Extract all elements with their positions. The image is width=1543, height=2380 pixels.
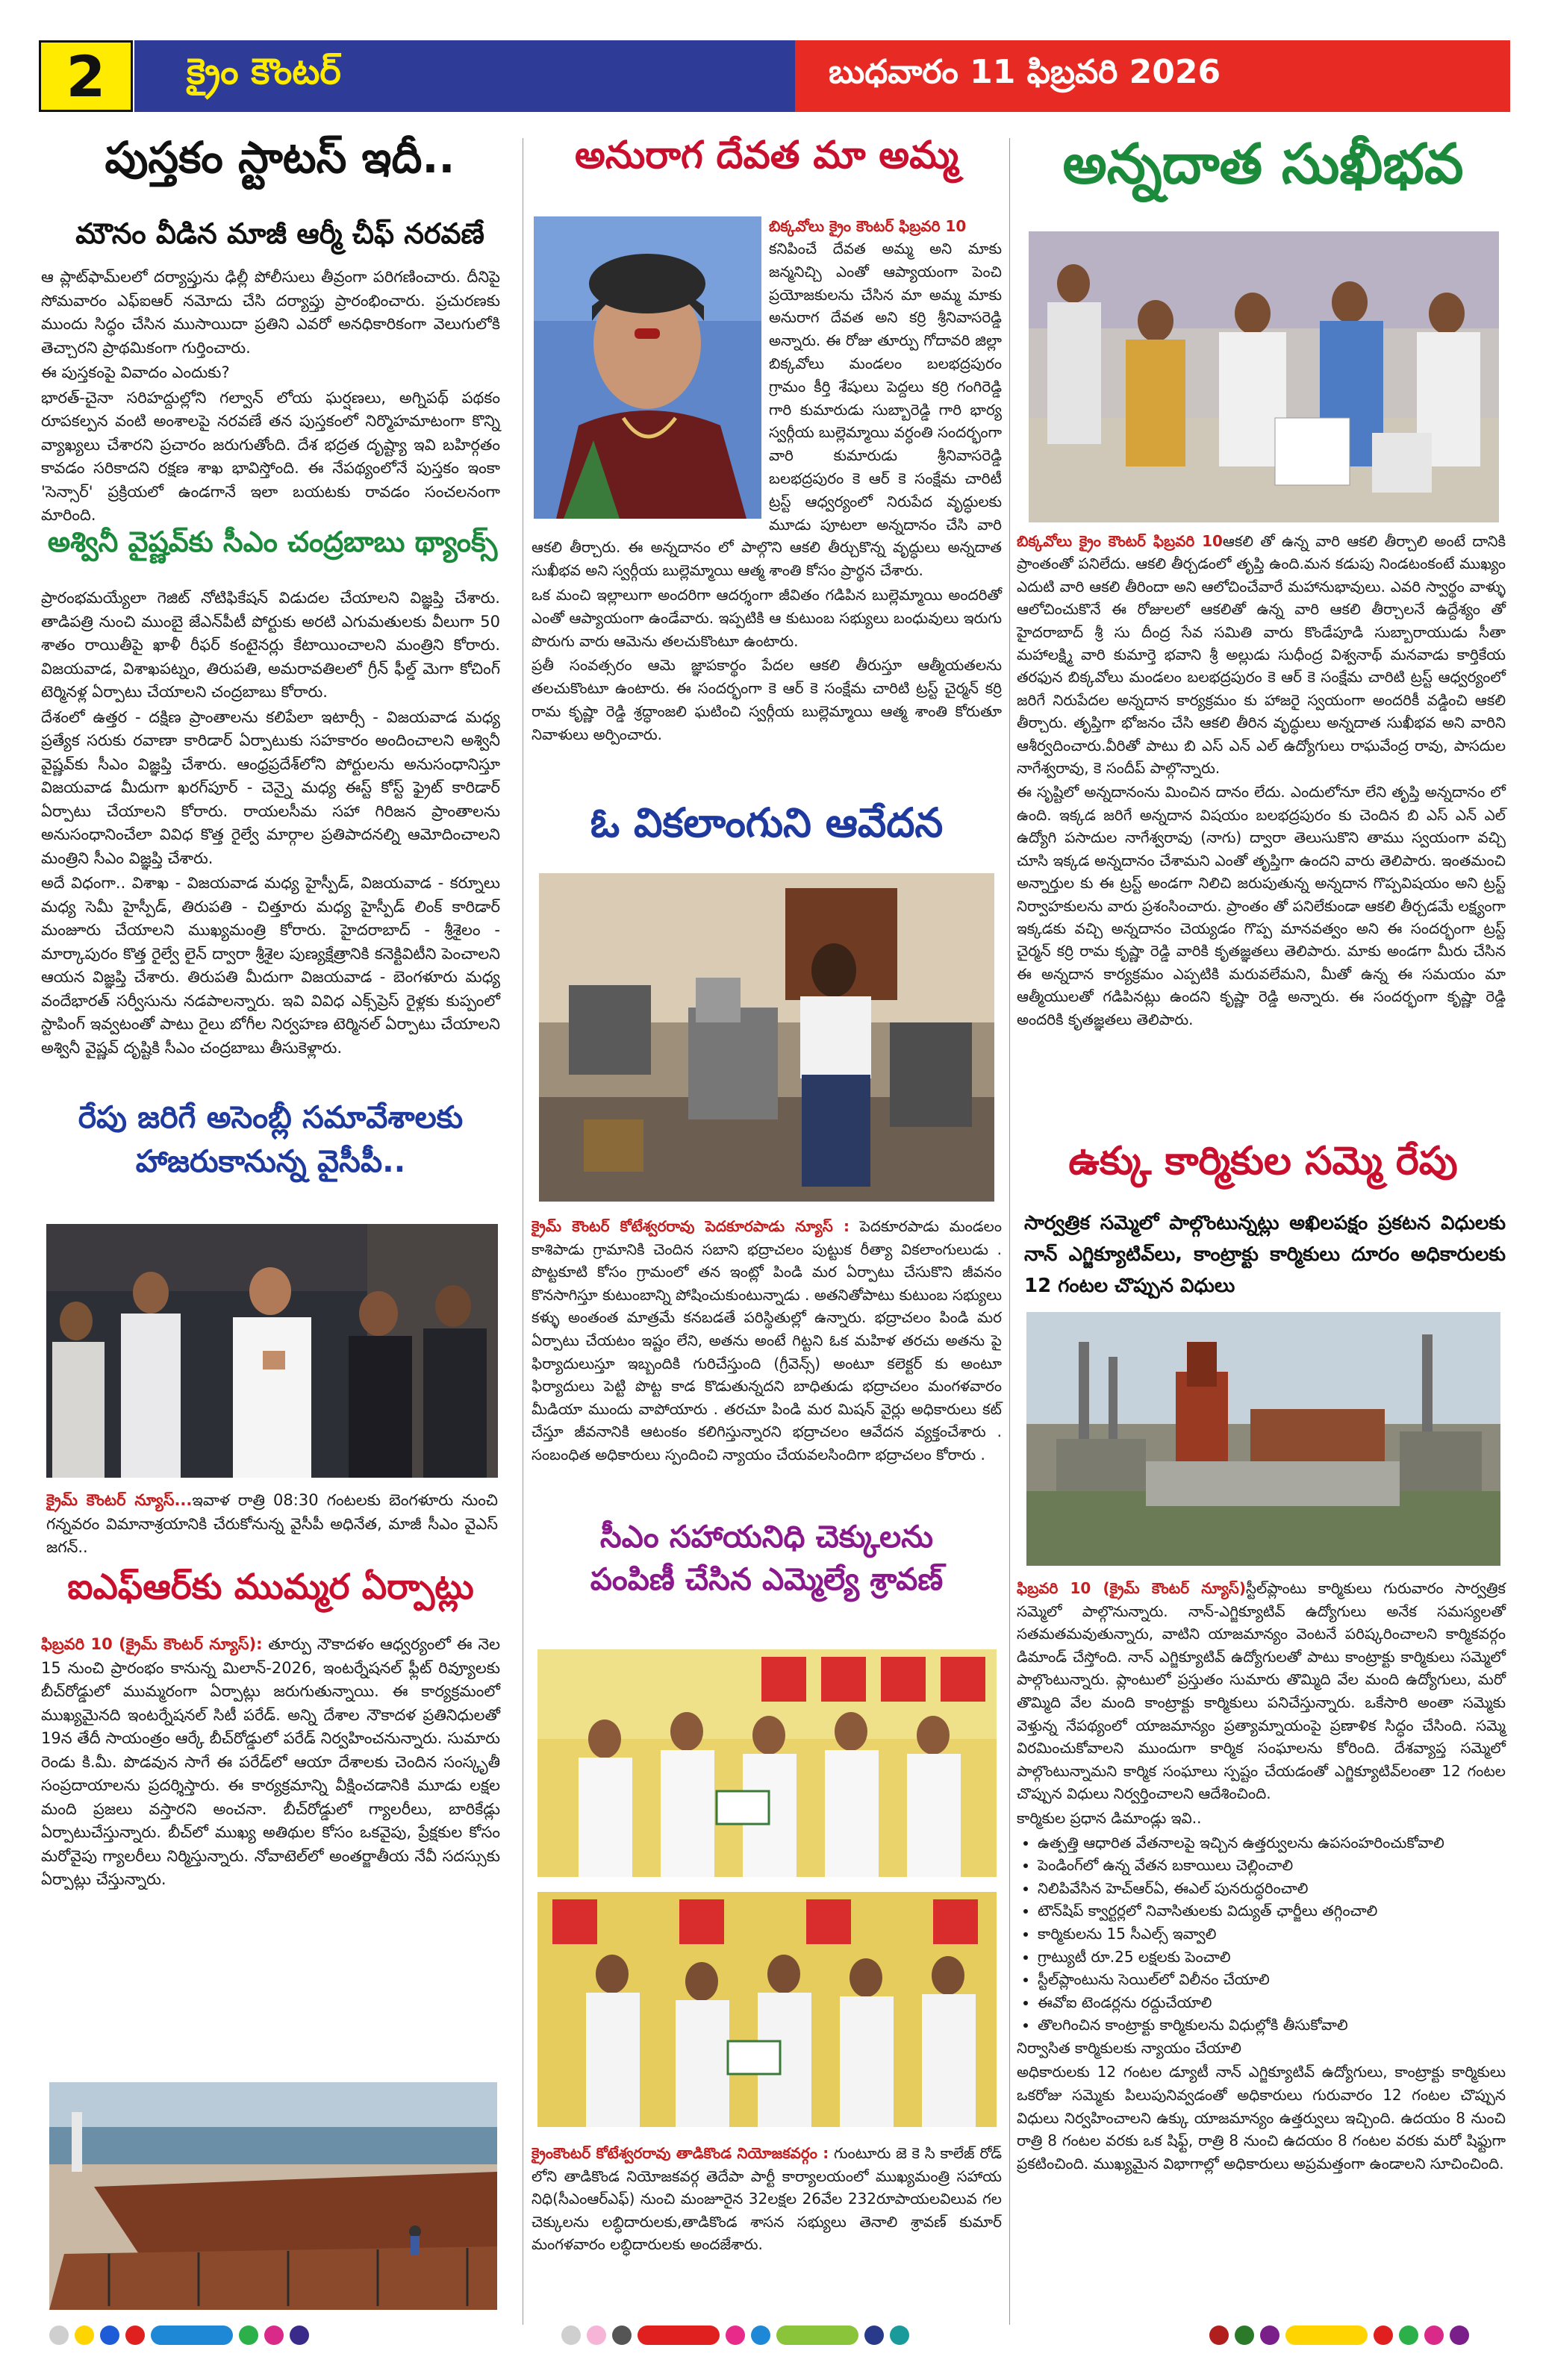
footer-color-strip-mid xyxy=(561,2326,909,2345)
demand-item: • నిలిపివేసిన హెచ్ఆర్ఏ, ఈఎల్ పునరుద్ధరించాలి xyxy=(1038,1877,1506,1900)
article-cmrf-cheques: క్రైంకౌంటర్ కోటేశ్వరరావు తాడికొండ నియోజకవర్గం : గుంటూరు జె కె సి కాలేజ్ రోడ్ లోని తాడికొండ నియోజకవర్గ తెదేపా పార్టీ కార్యాలయంలో ముఖ్యమంత్రి సహాయ నిధి(సీఎంఆర్ఎఫ్) నుంచి మంజూరైన 32లక్షల 26వేల 232రూపాయలవిలువ గల చెక్కులను లబ్ధిదారులకు,తాడికొండ శాసన సభ్యులు తెనాలి శ్రావణ్ కుమార్ మంగళవారం లబ్ధిదారులకు అందజేశారు. xyxy=(532,2144,1003,2254)
deck-steel-strike: సార్వత్రిక సమ్మెలో పాల్గొంటున్నట్లు అఖిలపక్షం ప్రకటన విధులకు నాన్ ఎగ్జిక్యూటివ్‌లు, కాంట్రాక్టు కార్మికులు దూరం అధికారులకు 12 గంటల చొప్పున విధులు xyxy=(1024,1212,1506,1297)
article-cbn-thanks: ప్రారంభమయ్యేలా గెజిట్ నోటిఫికేషన్ విడుదల చేయాలని విజ్ఞప్తి చేశారు. తాడిపత్రి నుంచి ముంబై జేఎన్‌పీటీ పోర్టుకు అరటి ఎగుమతులకు వీలుగా 50 శాతం రాయితీపై ఖాళీ రీఫర్ కంటైనర్లు కేటాయించాలని మంత్రిని కోరారు. విజయవాడ, విశాఖపట్నం, తిరుపతి, అమరావతిలలో గ్రీన్ ఫీల్డ్ మెగా కోచింగ్ టెర్మినళ్ల ఏర్పాటు చేయాలని చంద్రబాబు కోరారు. దేశంలో ఉత్తర - దక్షిణ ప్రాంతాలను కలిపేలా ఇటార్సీ - విజయవాడ మధ్య ప్రత్యేక సరుకు రవాణా కారిడార్ ఏర్పాటుకు సహకారం అందించాలని అశ్వినీ వైష్ణవ్‌కు సీఎం విజ్ఞప్తి చేశారు. ఆంధ్రప్రదేశ్‌లోని పోర్టులను అనుసంధానిస్తూ విజయవాడ మీదుగా ఖరగ్‌పూర్ - చెన్నై మధ్య ఈస్ట్ కోస్ట్ ఫ్రైట్ కారిడార్ ఏర్పాటు చేయాలని కోరారు. రాయలసీమ సహా గిరిజన ప్రాంతాలను అనుసంధానించేలా వివిధ కొత్త రైల్వే మార్గాల ప్రతిపాదనల్ని ఆమోదించాలని మంత్రిని సీఎం విజ్ఞప్తి చేశారు. అదే విధంగా.. విశాఖ - విజయవాడ మధ్య హైస్పీడ్, విజయవాడ - కర్నూలు మధ్య సెమీ హైస్పీడ్, తిరుపతి - చిత్తూరు మధ్య హైస్పీడ్ లింక్ కారిడార్ మంజూరు చేయాలని ముఖ్యమంత్రి కోరారు. హైదరాబాద్ - శ్రీశైలం - మార్కాపురం కొత్త రైల్వే లైన్ ద్వారా శ్రీశైల పుణ్యక్షేత్రానికి కనెక్టివిటీని పెంచాలని ఆయన విజ్ఞప్తి చేశారు. తిరుపతి మీదుగా విజయవాడ - బెంగళూరు మధ్య వందేభారత్ సర్వీసును నడపాలన్నారు. ఇవి వివిధ ఎక్స్‌ప్రెస్ రైళ్లకు కుప్పంలో స్టాపింగ్ ఇవ్వటంతో పాటు రైలు బోగీల నిర్వహణ టెర్మినల్ ఏర్పాటు చేయాలని అశ్వినీ వైష్ణవ్ దృష్టికి సీఎం చంద్రబాబు తీసుకెళ్లారు. xyxy=(41,589,500,1057)
article-steel-strike: ఫిబ్రవరి 10 (క్రైమ్ కౌంటర్ న్యూస్)స్టీల్‌ప్లాంటు కార్మికులు గురువారం సార్వత్రిక సమ్మెలో పాల్గొనున్నారు. నాన్-ఎగ్జిక్యూటివ్ ఉద్యోగులు అనేక సమస్యలతో సతమతమవుతున్నారు, వాటిని యాజమాన్యం వెంటనే పరిష్కరించాలని కార్మికవర్గం డిమాండ్ చేస్తోంది. నాన్ ఎగ్జిక్యూటివ్ ఉద్యోగులతో పాటు కాంట్రాక్టు కార్మికులు సమ్మెలో పాల్గొంటున్నారు. ప్లాంటులో ప్రస్తుతం సుమారు తొమ్మిది వేల మంది ఉద్యోగులు, మరో తొమ్మిది వేల మంది కాంట్రాక్టు కార్మికులు పనిచేస్తున్నారు. ఒకేసారి అంతా సమ్మెకు వెళ్తున్న నేపథ్యంలో యాజమాన్యం ప్రత్యామ్నాయంపై ప్రణాళిక సిద్ధం చేసింది. సమ్మె విరమించుకోవాలని ముందుగా కార్మిక సంఘాలను కోరింది. దేశవ్యాప్త సమ్మెలో పాల్గొంటున్నామని కార్మిక సంఘాలు స్పష్టం చేయడంతో ఎగ్జిక్యూటివ్‌లంతా 12 గంటల చొప్పున విధులు నిర్వర్తించాలని ఆదేశించింది. కార్మికుల ప్రధాన డిమాండ్లు ఇవి.. • ఉత్పత్తి ఆధారిత వేతనాలపై ఇచ్చిన ఉత్తర్వులను ఉపసంహరించుకోవాలి • పెండింగ్‌లో ఉన్న వేతన బకాయిలు చెల్లించాలి • నిలిపివేసిన హెచ్ఆర్ఏ, ఈఎల్ పునరుద్ధరించాలి • టౌన్‌షిప్ క్వార్టర్లలో నివాసితులకు విద్యుత్ ఛార్జీలు తగ్గించాలి • కార్మికులను 15 సీఎల్స్ ఇవ్వాలి • గ్రాట్యుటీ రూ.25 లక్షలకు పెంచాలి • స్టీల్‌ప్లాంటును సెయిల్‌లో విలీనం చేయాలి • ఈవోఐ టెండర్లను రద్దుచేయాలి • తొలగించిన కాంట్రాక్టు కార్మికులను విధుల్లోకి తీసుకోవాలి నిర్వాసిత కార్మికులకు న్యాయం చేయాలి అధికారులకు 12 గంటల డ్యూటీ నాన్ ఎగ్జిక్యూటివ్ ఉద్యోగులు, కాంట్రాక్టు కార్మికులు ఒకరోజు సమ్మెకు పిలుపునివ్వడంతో అధికారులు గురువారం 12 గంటల చొప్పున విధులు నిర్వహించాలని ఉక్కు యాజమాన్యం ఉత్తర్వులు ఇచ్చింది. ఉదయం 8 నుంచి రాత్రి 8 గంటల వరకు ఒక షిఫ్ట్, రాత్రి 8 నుంచి ఉదయం 8 గంటల వరకు మరో షిఫ్టుగా ప్రకటించింది. ముఖ్యమైన విభాగాల్లో అధికారులు అప్రమత్తంగా ఉండాలని సూచించింది. xyxy=(1017,1577,1506,2176)
demand-item: • ఈవోఐ టెండర్లను రద్దుచేయాలి xyxy=(1038,1991,1506,2014)
photo-steel-plant xyxy=(1026,1312,1500,1566)
article-disabled-plea: క్రైమ్ కౌంటర్ కోటేశ్వరరావు పెదకూరపాడు న్యూస్ : పెదకూరపాడు మండలం కాశిపాడు గ్రామానికి చెందిన సబాని భద్రాచలం పుట్టుక రీత్యా వికలాంగులుడు . పొట్టకూటి కోసం గ్రామంలో తన ఇంట్లో పిండి మర ఏర్పాటు చేసుకొని జీవనం కొనసాగిస్తూ కుటుంబాన్ని పోషించుకుంటున్నాడు . అతనితోపాటు కుటుంబ సభ్యులు కళ్ళు అంతంత మాత్రమే కనబడతే పరిస్థితుల్లో ఉన్నారు. భద్రాచలం పిండి మర ఏర్పాటు చేయటం ఇష్టం లేని, అతను అంటే గిట్టని ఓక మహిళ తరచు అతను పై ఫిర్యాదులుస్తూ ఇబ్బందికి గురిచేస్తుంది (గ్రీవెన్స్) అంటూ కలెక్టర్ కు అంటూ ఫిర్యాదులు పెట్టి పొట్ట కాడ కొడుతున్నదని బాధితుడు భద్రాచలం మంగళవారం మీడియా ముందు వాపోయారు . తరచూ పిండి మర మిషన్ వైర్లు అధికారులు కట్ చేస్తూ జీవనానికి ఆటంకం కలిగిస్తున్నారని భద్రాచలం ఆవేదన వ్యక్తంచేశారు . సంబంధిత అధికారులు స్పందించి న్యాయం చేయవలసిందిగా భద్రాచలం కోరారు . xyxy=(532,1217,1002,1464)
photo-flour-mill xyxy=(539,873,994,1202)
demand-item: • స్టీల్‌ప్లాంటును సెయిల్‌లో విలీనం చేయాలి xyxy=(1038,1968,1506,1991)
article-annadata: బిక్కవోలు క్రైం కౌంటర్ ఫిబ్రవరి 10ఆకలి తో ఉన్న వారి ఆకలి తీర్చాలి అంటే దానికి ప్రాంతంతో పనిలేదు. ఆకలి తీర్చడంలో తృప్తి ఉంది.మన కడుపు నిండటంకంటే ముఖ్యం ఎదుటి వారి ఆకలి తీరిందా అని ఆలోచించేవారే మహానుభావులు. ఎవరి స్వార్థం వాళ్ళు ఆలోచించుకొనే ఈ రోజులలో ఆకలితో ఉన్న వారి ఆకలి తీర్చాలనే ఉద్దేశ్యం తో హైదరాబాద్ శ్రీ సు దీంద్ర సేవ సమితి వారు కొండేపూడి సుబ్బారాయుడు సీతా మహాలక్ష్మి వారి కుమార్తె భవాని శ్రీ అల్లుడు సుధీంద్ర విశ్వనాథ్ మనవాడు కార్తికేయ తరఫున బిక్కవోలు మండలం బలభద్రపురం కె ఆర్ కె సంక్షేమ చారిటి ట్రస్ట్ ఆధ్వర్యంలో జరిగే నిరుపేదల అన్నదాన కార్యక్రమం కు హాజరై స్వయంగా అందరికీ వడ్డించి ఆకలి తీర్చారు. తృప్తిగా భోజనం చేసి ఆకలి తీరిన వృద్ధులు అన్నదాత సుఖీభవ అని వారిని ఆశీర్వదించారు.వీరితో పాటు బి ఎస్ ఎన్ ఎల్ ఉద్యోగులు రాఘవేంద్ర రావు, పాసదుల నాగేశ్వరావు, కె సందీప్ పాల్గొన్నారు. ఈ సృష్టిలో అన్నదానంను మించిన దానం లేదు. ఎందులోనూ లేని తృప్తి అన్నదానం లో ఉంది. ఇక్కడ జరిగే అన్నదాన విషయం బలభద్రపురం కు చెందిన బి ఎస్ ఎన్ ఎల్ ఉద్యోగి పసాదుల నాగేశ్వరావు (నాగు) ద్వారా తెలుసుకొని తాము స్వయంగా వచ్చి చూసి ఇక్కడ అన్నదానం చేశామని ఎంతో తృప్తిగా ఉందని వారు తెలిపారు. ఇంతమంచి అన్నార్తుల కు ఈ ట్రస్ట్ అండగా నిలిచి జరుపుతున్న అన్నదాన గొప్పవిషయం అని ట్రస్ట్ నిర్వాహకులను వారు ప్రశంసించారు. ప్రాంతం తో పనిలేకుండా ఆకలి తీర్చడమే లక్ష్యంగా ఇక్కడకు వచ్చి అన్నదానం చెయ్యడం గొప్ప మానవత్వం అని ఈ సందర్భంగా ట్రస్ట్ చైర్మన్ కర్రి రామ కృష్ణా రెడ్డి వారికి కృతజ్ఞతలు తెలిపారు. మాకు అండగా మీరు చేసిన ఈ అన్నదాన కార్యక్రమం ఎప్పటికి మరువలేమని, మీతో ఉన్న ఈ సమయం మా ఆత్మీయులతో గడిపినట్లు ఉందని కృష్ణా రెడ్డి అన్నారు. ఈ సందర్భంగా కృష్ణా రెడ్డి అందరికి కృతజ్ఞతలు తెలిపారు. xyxy=(1017,532,1506,1028)
subhead-naravane: మౌనం వీడిన మాజీ ఆర్మీ చీఫ్ నరవణే xyxy=(75,217,484,250)
demand-item: • ఉత్పత్తి ఆధారిత వేతనాలపై ఇచ్చిన ఉత్తర్వులను ఉపసంహరించుకోవాలి xyxy=(1038,1831,1506,1855)
column-divider xyxy=(1009,138,1010,2325)
paper-name: క్రైం కౌంటర్ xyxy=(134,40,795,112)
photo-annadanam xyxy=(1029,231,1499,522)
page-number: 2 xyxy=(39,40,133,112)
headline-mother: అనురాగ దేవత మా అమ్మ xyxy=(574,134,959,178)
demand-item: • పెండింగ్‌లో ఉన్న వేతన బకాయిలు చెల్లించాలి xyxy=(1038,1854,1506,1877)
headline-ifr: ఐఎఫ్ఆర్‌కు ముమ్మర ఏర్పాట్లు xyxy=(67,1567,474,1608)
photo-beach-galleries xyxy=(49,2082,497,2310)
demand-item: • టౌన్‌షిప్ క్వార్టర్లలో నివాసితులకు విద్యుత్ ఛార్జీలు తగ్గించాలి xyxy=(1038,1899,1506,1923)
headline-cmrf-cheques: సీఎం సహాయనిధి చెక్కులను పంపిణీ చేసిన ఎమ్మెల్యే శ్రావణ్ xyxy=(590,1519,944,1598)
headline-steel-strike: ఉక్కు కార్మికుల సమ్మె రేపు xyxy=(1068,1139,1458,1184)
footer-color-strip-right xyxy=(1209,2326,1469,2345)
article-mother: కనిపించే దేవత అమ్మ అని మాకు జన్మనిచ్చి ఎంతో ఆప్యాయంగా పెంచి ప్రయోజకులను చేసిన మా అమ్మ మాకు అనురాగ దేవత అని కర్రి శ్రీనివాసరెడ్డి అన్నారు. ఈ రోజు తూర్పు గోదావరి జిల్లా బిక్కవోలు మండలం బలభద్రపురం గ్రామం కీర్తి శేషులు పెద్దలు కర్రి గంగిరెడ్డి గారి కుమారుడు సుబ్బారెడ్డి గారి భార్య స్వర్గీయ బుల్లెమ్మాయి వర్ధంతి సందర్భంగా వారి కుమారుడు శ్రీనివాసరెడ్డి బలభద్రపురం కె ఆర్ కె సంక్షేమ చారిటీ ట్రస్ట్ ఆధ్వర్యంలో నిరుపేద వృద్ధులకు మూడు పూటలా అన్నదానం చేసి వారి ఆకలి తీర్చారు. ఈ అన్నదానం లో పాల్గొని ఆకలి తీర్చుకొన్న వృద్ధులు అన్నదాత సుఖీభవ అని స్వర్గీయ బుల్లెమ్మాయి ఆత్మ శాంతి కోసం ప్రార్థన చేశారు. ఒక మంచి ఇల్లాలుగా అందరిగా ఆదర్శంగా జీవితం గడిపిన బుల్లెమ్మాయి అందరితో ఎంతో ఆప్యాయంగా ఉండేవారు. ఇప్పటికి ఆ కుటుంబ సభ్యులు బంధువులు ఇరుగు పొరుగు వారు ఆమెను తలచుకొంటూ ఉంటారు. ప్రతీ సంవత్సరం ఆమె జ్ఞాపకార్థం పేదల ఆకలి తీరుస్తూ ఆత్మీయతలను తలచుకొంటూ ఉంటారు. ఈ సందర్భంగా కె ఆర్ కె సంక్షేమ చారిటి ట్రస్ట్ చైర్మన్ కర్రి రామ కృష్ణా రెడ్డి శ్రద్ధాంజలి ఘటించి స్వర్గీయ బుల్లెమ్మాయి ఆత్మ శాంతి కోరుతూ నివాళులు అర్పించారు. xyxy=(532,240,1003,743)
headline-disabled-plea: ఓ వికలాంగుని ఆవేదన xyxy=(590,799,944,846)
headline-ysrcp-assembly: రేపు జరిగే అసెంబ్లీ సమావేశాలకు హాజరుకానున్న వైసీపీ.. xyxy=(78,1099,464,1180)
headline-annadata: అన్నదాత సుఖీభవ xyxy=(1062,132,1464,196)
photo-cheque-distribution-1 xyxy=(537,1649,997,1877)
caption-jagan: క్రైమ్ కౌంటర్ న్యూస్...ఇవాళ రాత్రి 08:30 గంటలకు బెంగళూరు నుంచి గన్నవరం విమానాశ్రయానికి చేరుకోనున్న వైసీపీ అధినేత, మాజీ సీఎం వైఎస్ జగన్.. xyxy=(46,1491,498,1556)
demands-list xyxy=(1017,1831,1506,2037)
footer-color-strip-left xyxy=(49,2326,309,2345)
article-mother-part1: బిక్కవోలు క్రైం కౌంటర్ ఫిబ్రవరి 10 xyxy=(769,217,967,235)
headline-cbn-thanks: అశ్వినీ వైష్ణవ్‌కు సీఎం చంద్రబాబు థ్యాంక్స్ xyxy=(47,525,498,558)
demand-item: • గ్రాట్యుటీ రూ.25 లక్షలకు పెంచాలి xyxy=(1038,1946,1506,1969)
headline-book-status: పుస్తకం స్టాటస్ ఇదీ.. xyxy=(105,132,455,183)
photo-cheque-distribution-2 xyxy=(537,1892,997,2127)
photo-jagan-arrival xyxy=(46,1224,498,1478)
issue-date: బుధవారం 11 ఫిబ్రవరి 2026 xyxy=(795,40,1510,112)
article-book-status: ఆ ప్లాట్‌ఫామ్‌లలో దర్యాప్తును ఢిల్లీ పోలీసులు తీవ్రంగా పరిగణించారు. దీనిపై సోమవారం ఎఫ్‌ఐఆర్ నమోదు చేసి దర్యాప్తు ప్రారంభించారు. ప్రచురణకు ముందు సిద్ధం చేసిన ముసాయిదా ప్రతిని ఎవరో అనధికారికంగా వెలుగులోకి తెచ్చారని ప్రాథమికంగా గుర్తించారు. ఈ పుస్తకంపై వివాదం ఎందుకు? భారత్-చైనా సరిహద్దుల్లోని గల్వాన్ లోయ ఘర్షణలు, అగ్నిపథ్ పథకం రూపకల్పన వంటి అంశాలపై నరవణే తన పుస్తకంలో నిర్మొహమాటంగా కొన్ని వ్యాఖ్యలు చేశారని ప్రచారం జరుగుతోంది. దేశ భద్రత దృష్ట్యా ఇవి బహిర్గతం కావడం సరికాదని రక్షణ శాఖ భావిస్తోంది. ఈ నేపథ్యంలోనే పుస్తకం ఇంకా 'సెన్సార్' ప్రక్రియలో ఉండగానే ఇలా బయటకు రావడం సంచలనంగా మారింది. xyxy=(41,268,500,524)
demand-item: • కార్మికులను 15 సీఎల్స్ ఇవ్వాలి xyxy=(1038,1923,1506,1946)
demand-item: • తొలగించిన కాంట్రాక్టు కార్మికులను విధుల్లోకి తీసుకోవాలి xyxy=(1038,2014,1506,2037)
article-ifr: ఫిబ్రవరి 10 (క్రైమ్ కౌంటర్ న్యూస్): తూర్పు నౌకాదళం ఆధ్వర్యంలో ఈ నెల 15 నుంచి ప్రారంభం కానున్న మిలాన్-2026, ఇంటర్నేషనల్ ఫ్లీట్ రివ్యూలకు బీచ్‌రోడ్డులో ముమ్మరంగా ఏర్పాట్లు జరుగుతున్నాయి. ఈ కార్యక్రమంలో ముఖ్యమైనది ఇంటర్నేషనల్ సిటీ పరేడ్. అన్ని దేశాల నౌకాదళ ప్రతినిధులతో 19న తేదీ సాయంత్రం ఆర్కే బీచ్‌రోడ్డులో పరేడ్ నిర్వహించనున్నారు. సుమారు రెండు కి.మీ. పొడవున సాగే ఈ పరేడ్‌లో ఆయా దేశాలకు చెందిన సంస్కృతీ సంప్రదాయాలను ప్రదర్శిస్తారు. ఈ కార్యక్రమాన్ని వీక్షించడానికి మూడు లక్షల మంది ప్రజలు వస్తారని అంచనా. బీచ్‌రోడ్డులో గ్యాలరీలు, బారికేడ్లు ఏర్పాటుచేస్తున్నారు. బీచ్‌లో ముఖ్య అతిథుల కోసం ఒకవైపు, ప్రేక్షకుల కోసం మరోవైపు గ్యాలరీలు నిర్మిస్తున్నారు. నోవాటెల్‌లో అంతర్జాతీయ నేవీ సదస్సుకు ఏర్పాట్లు చేస్తున్నారు. xyxy=(41,1635,500,1888)
